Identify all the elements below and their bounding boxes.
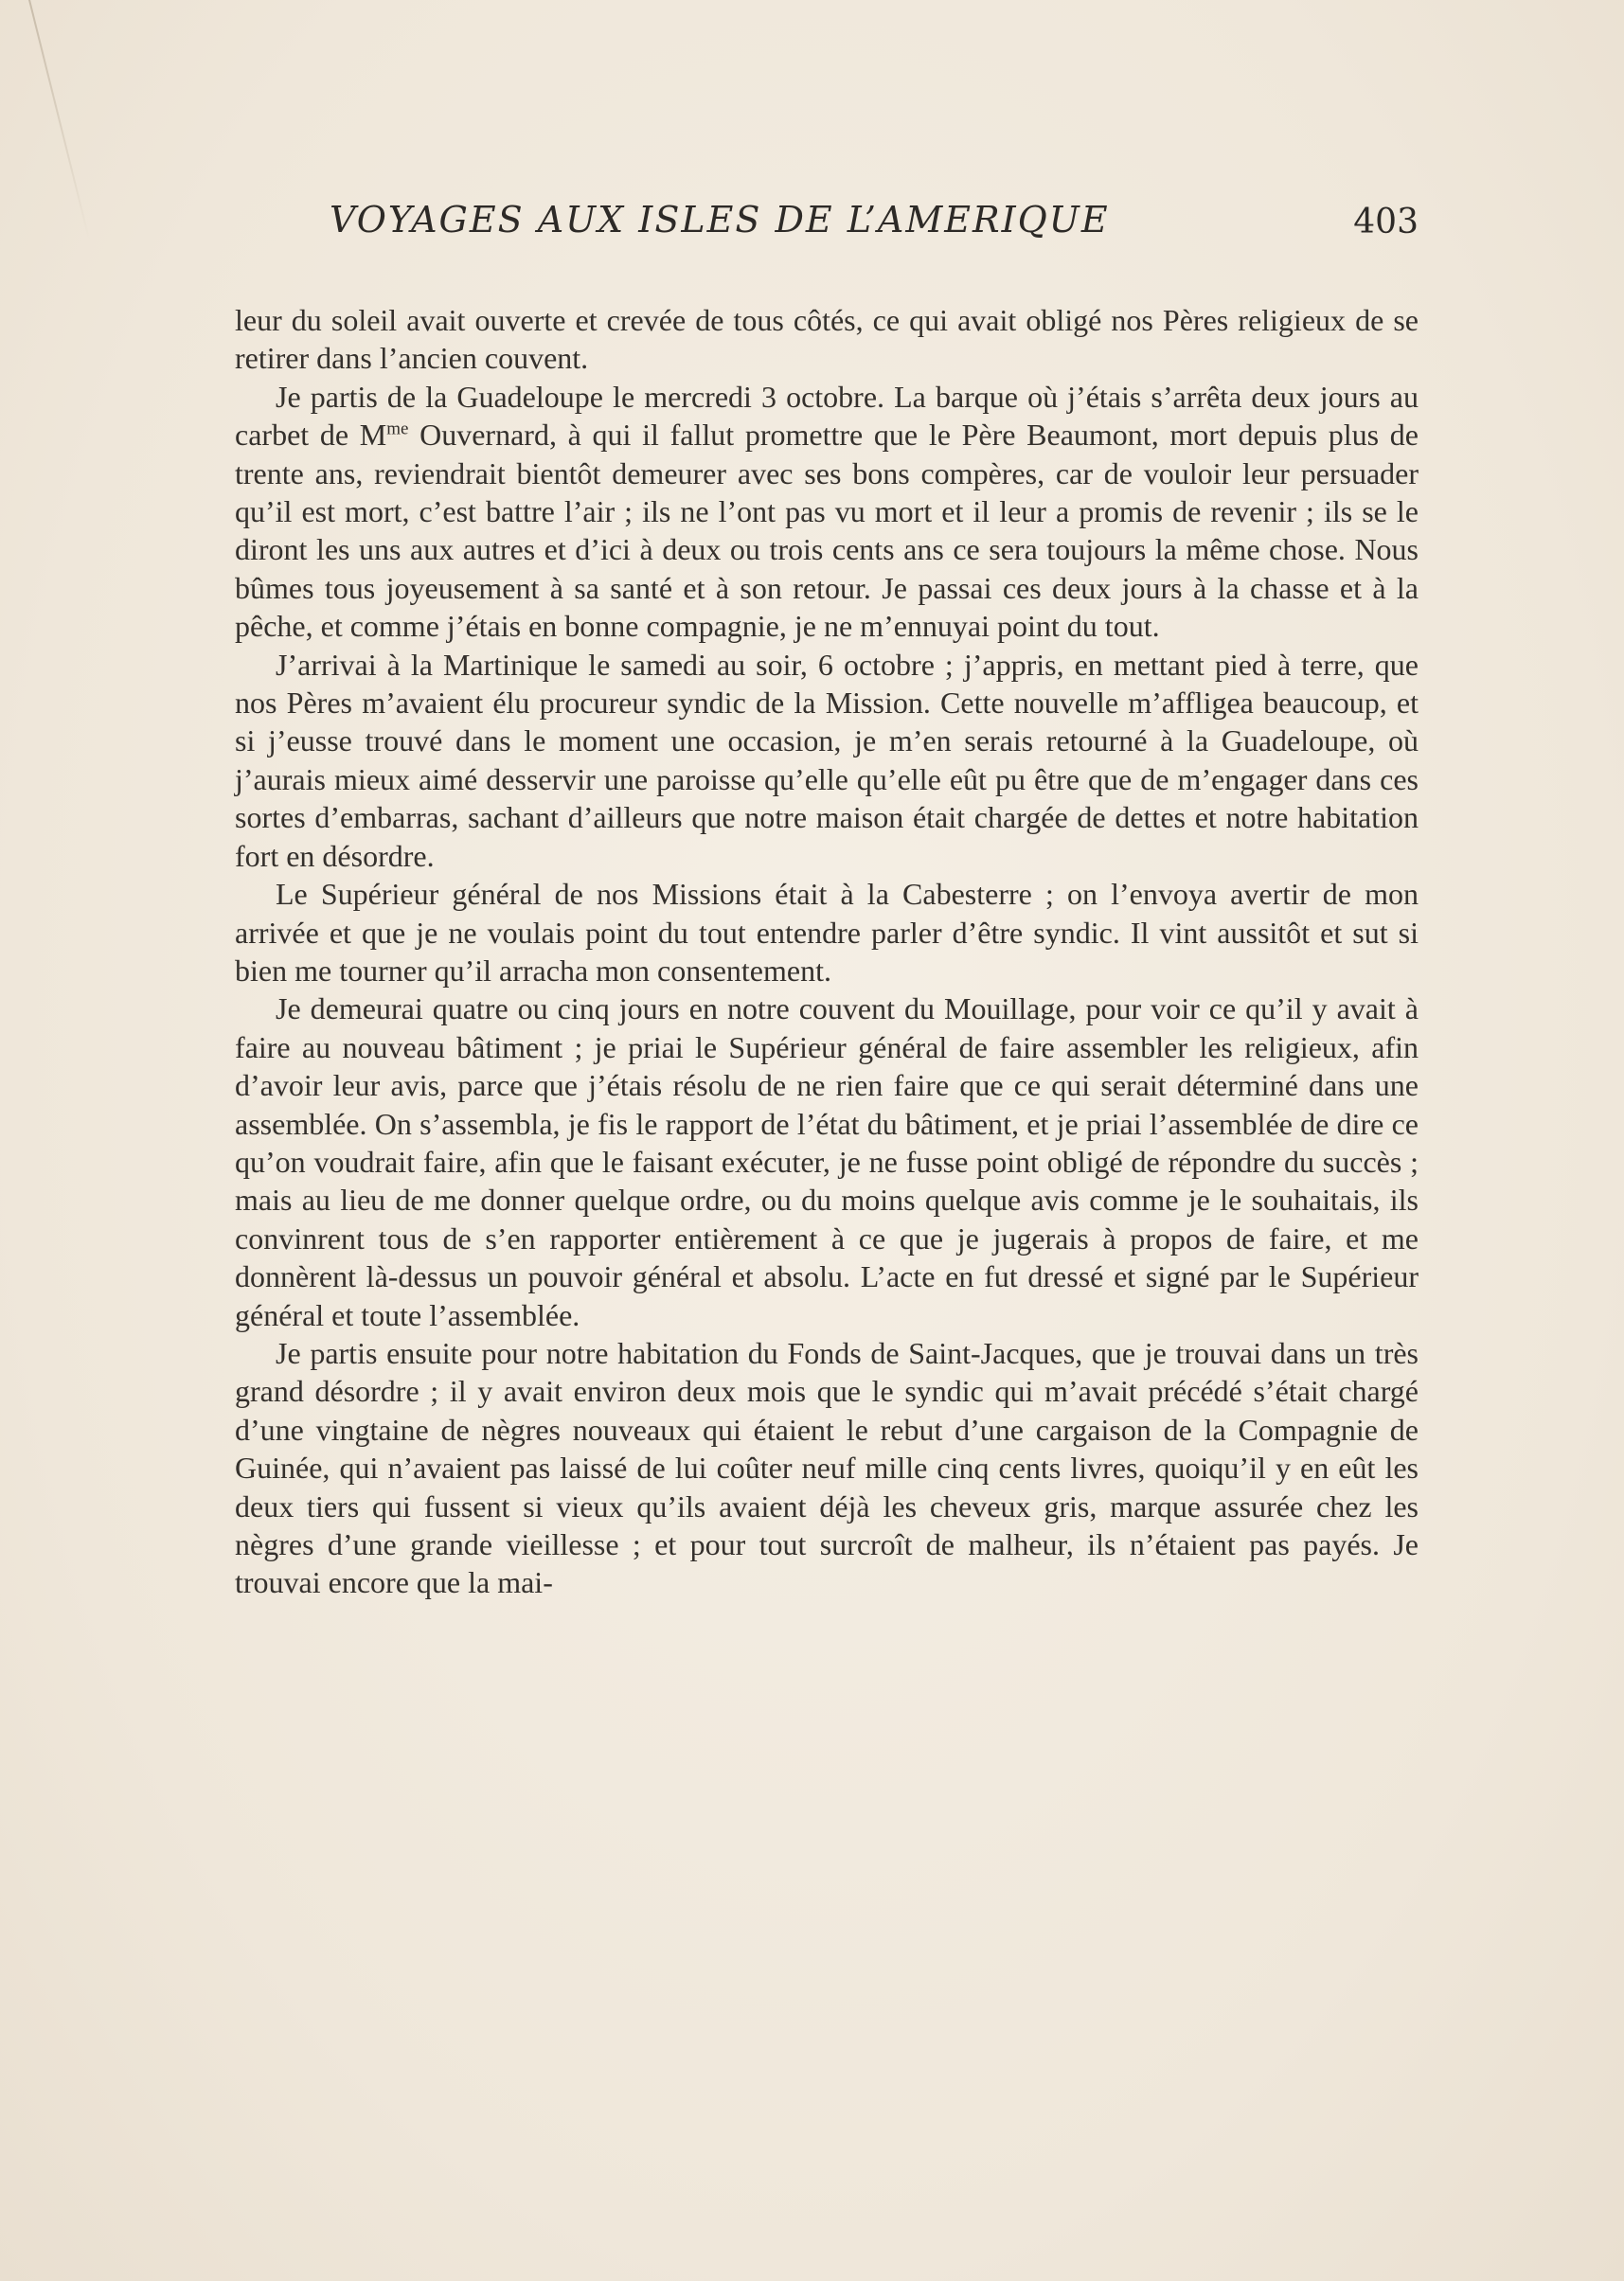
paragraph-5: Je demeurai quatre ou cinq jours en notre couvent du Mouillage, pour voir ce qu’il y avait à faire au nouveau bâtiment ; je priai le Supérieur général de faire assembler les religieux, afin d’avoir leur avis, parce que j’étais résolu de ne rien faire que ce qui serait déterminé dans une assemblée. On s’assembla, je fis le rapport de l’état du bâtiment, et je priai l’assemblée de dire ce qu’on voudrait faire, afin que le faisant exécuter, je ne fusse point obligé de répondre du succès ; mais au lieu de me donner quelque ordre, ou du moins quelque avis comme je le souhaitais, ils convinrent tous de s’en rapporter entièrement à ce que je jugerais à propos de faire, et me donnèrent là-dessus un pouvoir général et absolu. L’acte en fut dressé et signé par le Supérieur général et toute l’assemblée. [235, 991, 1419, 1332]
running-title: VOYAGES AUX ISLES DE L’AMERIQUE [330, 199, 1110, 241]
paragraph-4: Le Supérieur général de nos Missions était à la Cabesterre ; on l’envoya avertir de mon arrivée et que je ne voulais point du tout entendre parler d’être syndic. Il vint aussitôt et sut si bien me tourner qu’il arracha mon consentement. [235, 877, 1419, 988]
page-header [330, 199, 1419, 265]
paragraph-1: leur du soleil avait ouverte et crevée de tous côtés, ce qui avait obligé nos Pères religieux de se retirer dans l’ancien couvent. [235, 303, 1419, 376]
superscript-me: me [386, 419, 409, 439]
paragraph-6: Je partis ensuite pour notre habitation du Fonds de Saint-Jacques, que je trouvai dans un très grand désordre ; il y avait environ deux mois que le syndic qui m’avait précédé s’était chargé d’une vingtaine de nègres nouveaux qui étaient le rebut d’une cargaison de la Compagnie de Guinée, qui n’avaient pas laissé de lui coûter neuf mille cinq cents livres, quoiqu’il y en eût les deux tiers qui fussent si vieux qu’ils avaient déjà les cheveux gris, marque assurée chez les nègres d’une grande vieillesse ; et pour tout surcroît de malheur, ils n’étaient pas payés. Je trouvai encore que la mai- [235, 1335, 1419, 1600]
page-number: 403 [1353, 203, 1419, 241]
paragraph-2-end: Ouvernard, à qui il fallut promettre que le Père Beaumont, mort depuis plus de trente ans, reviendrait bientôt demeurer avec ses bons compères, car de vouloir leur persuader qu’il est mort, c’est battre l’air ; ils ne l’ont pas vu mort et il leur a promis de revenir ; ils se le diront les uns aux autres et d’ici à deux ou trois cents ans ce sera toujours la même chose. Nous bûmes tous joyeusement à sa santé et à son retour. Je passai ces deux jours à la chasse et à la pêche, et comme j’étais en bonne compagnie, je ne m’ennuyai point du tout. [235, 418, 1419, 644]
paragraph-2-start: Je partis de la Guadeloupe le mercredi 3 octobre. La barque où j’étais s’arrêta deux jours au carbet de M [235, 379, 1419, 453]
body-text [235, 301, 1419, 1602]
paragraph-2 [235, 378, 1419, 646]
paragraph-3: J’arrivai à la Martinique le samedi au soir, 6 octobre ; j’appris, en mettant pied à terre, que nos Pères m’avaient élu procureur syndic de la Mission. Cette nouvelle m’affligea beaucoup, et si j’eusse trouvé dans le moment une occasion, je m’en serais retourné à la Guadeloupe, où j’aurais mieux aimé desservir une paroisse qu’elle qu’elle eût pu être que de m’engager dans ces sortes d’embarras, sachant d’ailleurs que notre maison était chargée de dettes et notre habitation fort en désordre. [235, 647, 1419, 873]
page-edge-shadow [28, 0, 90, 239]
